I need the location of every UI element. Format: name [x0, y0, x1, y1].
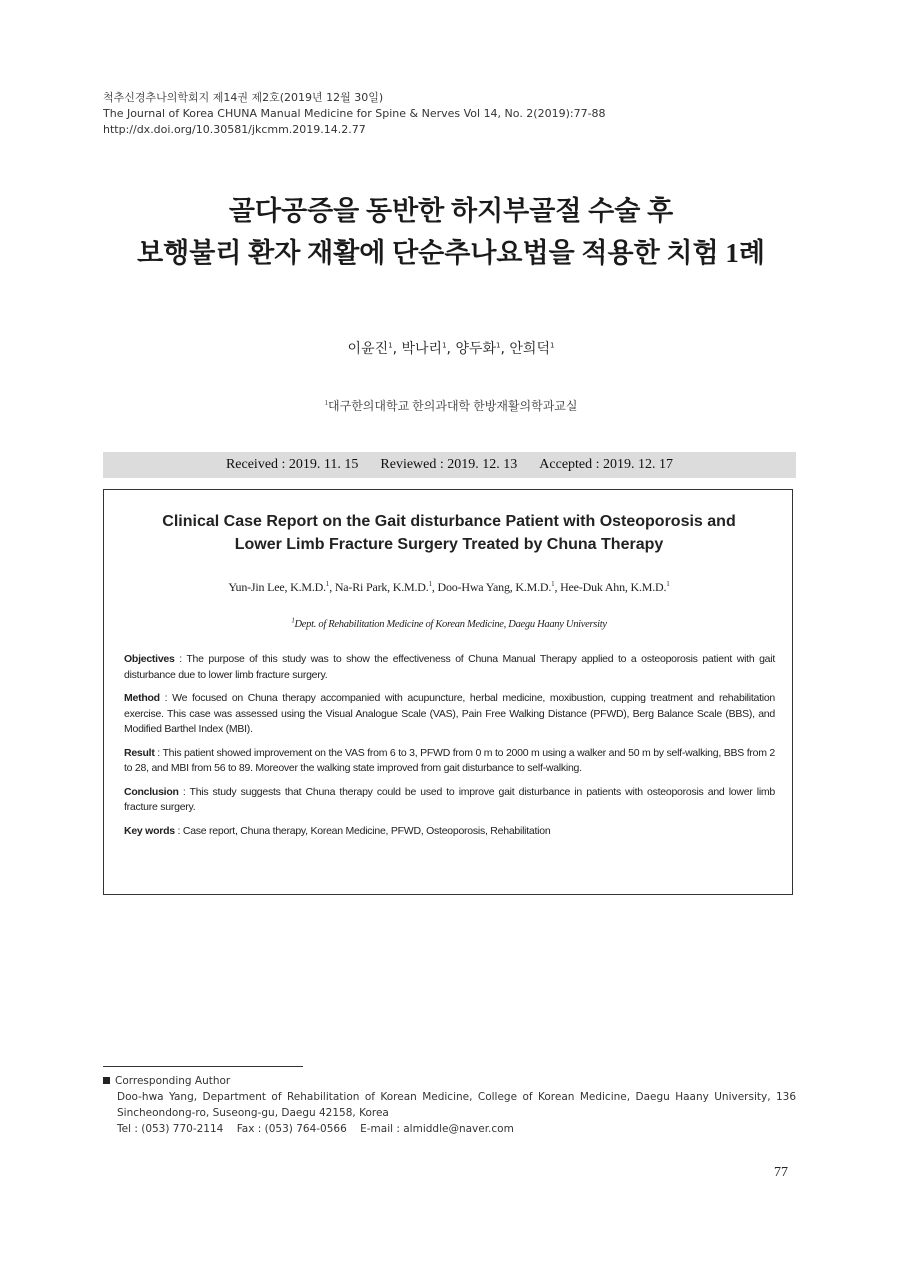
abstract-objectives: [124, 652, 775, 683]
abstract-result: [124, 746, 775, 777]
affiliation-mark: 1: [325, 580, 330, 588]
method-label: Method: [124, 692, 160, 704]
objectives-label: Objectives: [124, 653, 175, 665]
english-author-name: Hee-Duk Ahn, K.M.D.: [560, 580, 667, 594]
affiliation-mark: 1: [496, 341, 501, 350]
received-date: Received : 2019. 11. 15: [225, 457, 359, 472]
korean-title-line-2: 보행불리 환자 재활에 단순추나요법을 적용한 치험 1례: [137, 238, 765, 268]
affiliation-mark: 1: [442, 341, 447, 350]
dates-bar: [103, 452, 796, 478]
keywords-text: : Case report, Chuna therapy, Korean Medicine, PFWD, Osteoporosis, Rehabilitation: [174, 824, 551, 837]
journal-english-issue: The Journal of Korea CHUNA Manual Medicine for Spine & Nerves Vol 14, No. 2(2019):77-88: [103, 107, 606, 120]
doi-link[interactable]: http://dx.doi.org/10.30581/jkcmm.2019.14.2.77: [103, 123, 366, 136]
affiliation-mark: 1: [324, 399, 329, 407]
abstract-keywords: [124, 824, 775, 840]
footnote-heading: Corresponding Author: [115, 1075, 231, 1087]
conclusion-label: Conclusion: [124, 785, 179, 798]
korean-title: [0, 190, 902, 274]
english-affiliation: [104, 616, 794, 630]
korean-authors: [0, 338, 902, 358]
english-affiliation-text: Dept. of Rehabilitation Medicine of Korean Medicine, Daegu Haany University: [294, 619, 607, 630]
english-author-name: Yun-Jin Lee, K.M.D.: [228, 580, 326, 594]
english-title: [104, 510, 794, 556]
english-title-line-2: Lower Limb Fracture Surgery Treated by Chuna Therapy: [234, 536, 664, 553]
result-text: : This patient showed improvement on the VAS from 6 to 3, PFWD from 0 m to 2000 m using a walker and 50 m by self-walking, BBS from 2 to 28, and MBI from 56 to 89. Moreover the walking state improved from gait disturbance to self-walking.: [124, 746, 775, 774]
affiliation-mark: 1: [291, 616, 295, 625]
affiliation-mark: 1: [549, 341, 555, 350]
author-separator: ,: [431, 580, 438, 594]
korean-author-name: 안희덕: [509, 341, 550, 357]
reviewed-date: Reviewed : 2019. 12. 13: [380, 457, 518, 472]
footnote-divider: [103, 1066, 303, 1067]
author-separator: ,: [329, 580, 335, 594]
journal-korean-issue: 척추신경추나의학회지 제14권 제2호(2019년 12월 30일): [103, 91, 384, 104]
affiliation-mark: 1: [551, 580, 555, 588]
abstract-conclusion: [124, 785, 775, 816]
abstract-box: [103, 489, 793, 895]
abstract-sections: [124, 652, 775, 847]
author-separator: ,: [392, 341, 402, 357]
korean-title-line-1: 골다공증을 동반한 하지부골절 수술 후: [228, 196, 674, 226]
affiliation-mark: 1: [428, 580, 432, 588]
author-separator: ,: [446, 341, 456, 357]
conclusion-text: : This study suggests that Chuna therapy could be used to improve gait disturbance in patients with osteoporosis and lower limb fracture surgery.: [124, 785, 775, 813]
affiliation-mark: 1: [666, 580, 670, 588]
corresponding-author-footnote: [103, 1073, 796, 1137]
author-separator: ,: [500, 341, 510, 357]
method-text: : We focused on Chuna therapy accompanied with acupuncture, herbal medicine, moxibustion, cupping treatment and rehabilitation exercise. This case was assessed using the Visual Analogue Scale (VAS), Pain Free Walking Distance (PFWD), Berg Balance Scale (BBS), and Modified Barthel Index (MBI).: [124, 692, 775, 735]
footnote-body: Doo-hwa Yang, Department of Rehabilitation of Korean Medicine, College of Korean Medicine, Daegu Haany University, 136 Sincheondong-ro, Suseong-gu, Daegu 42158, Korea: [117, 1091, 796, 1119]
korean-affiliation-text: 대구한의대학교 한의과대학 한방재활의학과교실: [328, 399, 578, 413]
footnote-contact[interactable]: Tel : (053) 770-2114 Fax : (053) 764-0566 E-mail : almiddle@naver.com: [117, 1123, 514, 1135]
abstract-method: [124, 691, 775, 738]
korean-author-name: 이윤진: [347, 341, 389, 357]
author-separator: ,: [554, 580, 561, 594]
footnote-heading-line: [103, 1073, 796, 1089]
korean-author-name: 박나리: [401, 341, 443, 357]
page-number: 77: [774, 1165, 788, 1180]
keywords-label: Key words: [124, 824, 175, 837]
korean-author-name: 양두화: [455, 341, 497, 357]
objectives-text: : The purpose of this study was to show the effectiveness of Chuna Manual Therapy applied to a osteoporosis patient with gait disturbance due to lower limb fracture surgery.: [124, 653, 775, 681]
english-author-name: Na-Ri Park, K.M.D.: [334, 580, 429, 594]
accepted-date: Accepted : 2019. 12. 17: [539, 457, 674, 472]
journal-header: [103, 90, 606, 138]
english-author-name: Doo-Hwa Yang, K.M.D.: [437, 580, 552, 594]
result-label: Result: [124, 746, 155, 759]
english-authors: [104, 580, 794, 595]
square-bullet-icon: [103, 1077, 110, 1084]
korean-affiliation: [0, 397, 902, 414]
affiliation-mark: 1: [388, 341, 393, 350]
english-title-line-1: Clinical Case Report on the Gait disturbance Patient with Osteoporosis and: [162, 513, 736, 530]
